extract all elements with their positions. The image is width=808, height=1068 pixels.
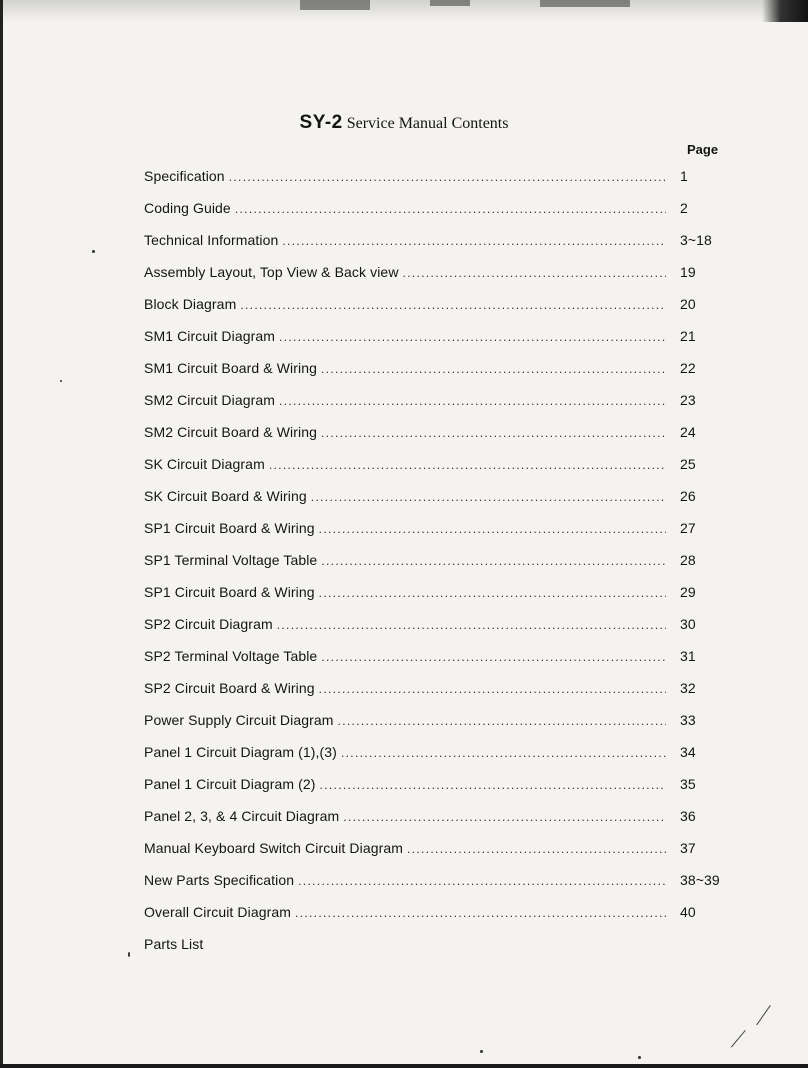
contents-list: [144, 168, 764, 968]
entry-page: 27: [680, 520, 696, 536]
dot-leader: [321, 554, 666, 570]
title-text: Service Manual Contents: [346, 115, 509, 132]
entry-page: 25: [680, 456, 696, 472]
contents-entry: [144, 296, 764, 328]
contents-entry: [144, 456, 764, 488]
dot-leader: [321, 650, 666, 666]
entry-label: SP1 Circuit Board & Wiring: [144, 584, 315, 600]
scan-top-shadow: [0, 0, 808, 22]
scan-scratch: [731, 1030, 746, 1047]
contents-entry: [144, 488, 764, 520]
entry-label: Specification: [144, 168, 225, 184]
entry-label: Block Diagram: [144, 296, 237, 312]
entry-page: 40: [680, 904, 696, 920]
entry-page: 2: [680, 200, 688, 216]
contents-entry: [144, 648, 764, 680]
entry-label: SP2 Circuit Board & Wiring: [144, 680, 315, 696]
scan-noise: [540, 0, 630, 7]
entry-label: Assembly Layout, Top View & Back view: [144, 264, 399, 280]
entry-label: SP2 Circuit Diagram: [144, 616, 273, 632]
scan-speck: [638, 1056, 641, 1059]
entry-label: SK Circuit Board & Wiring: [144, 488, 307, 504]
dot-leader: [403, 266, 666, 282]
entry-label: Technical Information: [144, 232, 279, 248]
dot-leader: [277, 618, 666, 634]
entry-page: 36: [680, 808, 696, 824]
entry-page: 35: [680, 776, 696, 792]
entry-label: SK Circuit Diagram: [144, 456, 265, 472]
entry-page: 24: [680, 424, 696, 440]
dot-leader: [279, 394, 666, 410]
entry-label: SM2 Circuit Diagram: [144, 392, 276, 408]
entry-label: SP2 Terminal Voltage Table: [144, 648, 318, 664]
entry-page: 29: [680, 584, 696, 600]
entry-page: 38~39: [680, 872, 720, 888]
dot-leader: [338, 714, 666, 730]
contents-entry: [144, 392, 764, 424]
contents-entry: [144, 776, 764, 808]
dot-leader: [282, 234, 666, 250]
entry-label: Power Supply Circuit Diagram: [144, 712, 334, 728]
entry-page: 20: [680, 296, 696, 312]
contents-entry: [144, 840, 764, 872]
dot-leader: [229, 170, 666, 186]
entry-page: 19: [680, 264, 696, 280]
contents-entry: [144, 616, 764, 648]
contents-entry: [144, 200, 764, 232]
contents-entry: [144, 360, 764, 392]
entry-label: Panel 1 Circuit Diagram (2): [144, 776, 316, 792]
entry-page: 23: [680, 392, 696, 408]
dot-leader: [319, 682, 666, 698]
scan-corner-shadow: [762, 0, 808, 22]
entry-label: New Parts Specification: [144, 872, 295, 888]
dot-leader: [319, 522, 666, 538]
scan-noise: [300, 0, 370, 10]
scan-noise: [430, 0, 470, 6]
entry-label: SM1 Circuit Board & Wiring: [144, 360, 317, 376]
dot-leader: [298, 874, 666, 890]
model-name: SY-2: [299, 112, 343, 133]
entry-page: 3~18: [680, 232, 712, 248]
entry-label: Panel 1 Circuit Diagram (1),(3): [144, 744, 337, 760]
entry-label: Parts List: [144, 936, 204, 952]
contents-entry: [144, 328, 764, 360]
dot-leader: [320, 778, 666, 794]
entry-label: Coding Guide: [144, 200, 231, 216]
scan-bottom-edge: [0, 1064, 808, 1068]
document-title: [0, 112, 808, 134]
dot-leader: [343, 810, 666, 826]
entry-label: Overall Circuit Diagram: [144, 904, 291, 920]
entry-page: 28: [680, 552, 696, 568]
dot-leader: [321, 426, 666, 442]
scan-scratch: [756, 1005, 771, 1025]
contents-entry: [144, 552, 764, 584]
scan-speck: [60, 380, 62, 382]
entry-page: 21: [680, 328, 696, 344]
scan-speck: [92, 250, 95, 253]
contents-entry: [144, 584, 764, 616]
contents-entry: [144, 232, 764, 264]
entry-label: SP1 Terminal Voltage Table: [144, 552, 318, 568]
contents-entry: [144, 712, 764, 744]
dot-leader: [240, 298, 666, 314]
dot-leader: [319, 586, 666, 602]
contents-entry: [144, 936, 764, 968]
entry-page: 30: [680, 616, 696, 632]
entry-label: Manual Keyboard Switch Circuit Diagram: [144, 840, 404, 856]
contents-entry: [144, 744, 764, 776]
dot-leader: [407, 842, 666, 858]
contents-entry: [144, 264, 764, 296]
entry-page: 22: [680, 360, 696, 376]
dot-leader: [295, 906, 666, 922]
entry-label: SP1 Circuit Board & Wiring: [144, 520, 315, 536]
entry-page: 32: [680, 680, 696, 696]
contents-entry: [144, 904, 764, 936]
entry-page: 26: [680, 488, 696, 504]
scan-left-edge: [0, 0, 3, 1068]
dot-leader: [235, 202, 666, 218]
scan-speck: [480, 1050, 483, 1053]
entry-label: Panel 2, 3, & 4 Circuit Diagram: [144, 808, 340, 824]
entry-page: 37: [680, 840, 696, 856]
contents-entry: [144, 168, 764, 200]
dot-leader: [269, 458, 666, 474]
page-column-header: Page: [687, 142, 719, 157]
entry-label: SM2 Circuit Board & Wiring: [144, 424, 317, 440]
dot-leader: [341, 746, 666, 762]
entry-label: SM1 Circuit Diagram: [144, 328, 276, 344]
contents-entry: [144, 808, 764, 840]
dot-leader: [311, 490, 666, 506]
scan-speck: [128, 952, 130, 957]
contents-entry: [144, 680, 764, 712]
contents-entry: [144, 872, 764, 904]
entry-page: 34: [680, 744, 696, 760]
entry-page: 1: [680, 168, 688, 184]
contents-entry: [144, 520, 764, 552]
contents-entry: [144, 424, 764, 456]
entry-page: 33: [680, 712, 696, 728]
entry-page: 31: [680, 648, 696, 664]
dot-leader: [279, 330, 666, 346]
dot-leader: [321, 362, 666, 378]
